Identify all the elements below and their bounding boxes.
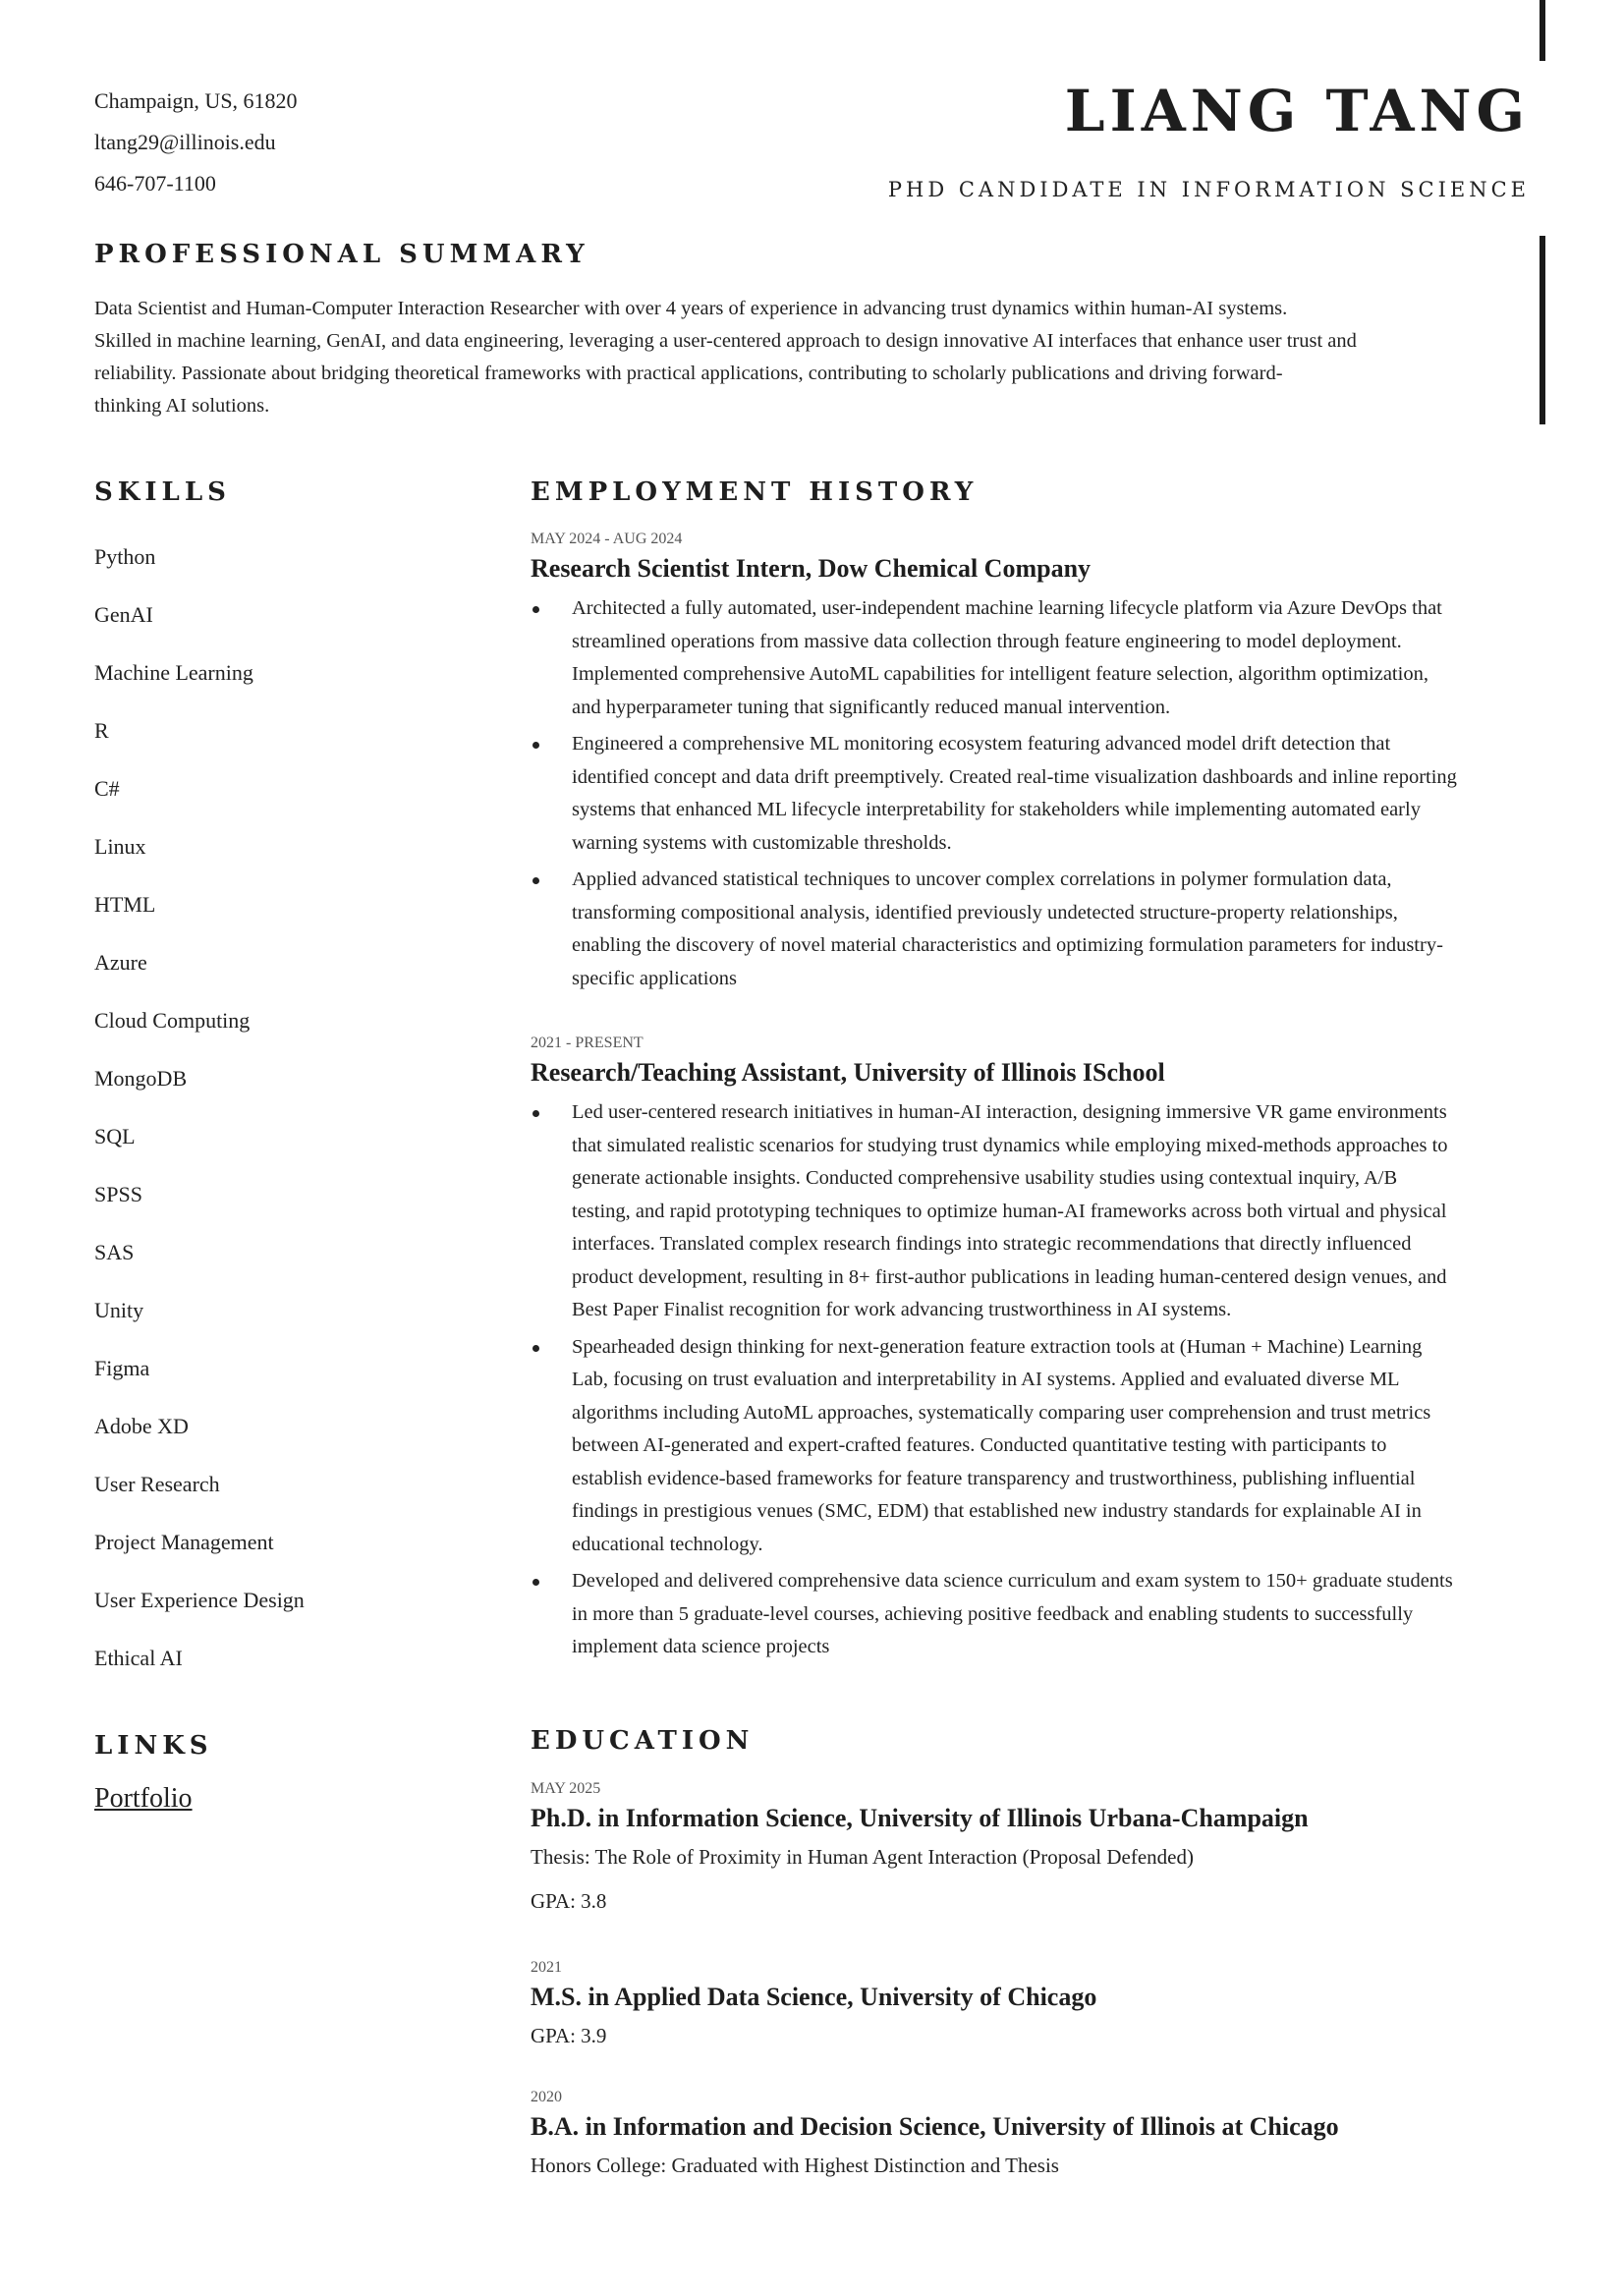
- summary-line: reliability. Passionate about bridging theoretical frameworks with practical applications, contributing to scholarly publications and driving forward-: [94, 363, 1283, 384]
- skill-item: Unity: [94, 1298, 144, 1322]
- bullet-line: generate actionable insights. Conducted comprehensive usability studies using contextual inquiry, A/B: [572, 1167, 1398, 1189]
- bullet-line: Applied advanced statistical techniques to uncover complex correlations in polymer formulation data,: [572, 868, 1392, 890]
- education-date: MAY 2025: [531, 1780, 601, 1797]
- job-bullet: [531, 1565, 1533, 1664]
- employment-heading: EMPLOYMENT HISTORY: [531, 477, 979, 507]
- bullet-line: interfaces. Translated complex research findings into strategic recommendations that directly influenced: [572, 1233, 1412, 1255]
- bullet-line: findings in prestigious venues (SMC, EDM) that established new industry standards for explainable AI in: [572, 1500, 1422, 1522]
- skill-item: MongoDB: [94, 1066, 188, 1091]
- bullet-line: algorithms including AutoML approaches, systematically comparing user comprehension and trust metrics: [572, 1401, 1431, 1424]
- candidate-title: PHD CANDIDATE IN INFORMATION SCIENCE: [887, 178, 1530, 201]
- bullet-line: and hyperparameter tuning that significantly reduced manual intervention.: [572, 696, 1171, 718]
- bullet-line: testing, and rapid prototyping techniques to optimize human-AI frameworks across both virtual and physical: [572, 1200, 1447, 1222]
- bullet-line: transforming compositional analysis, identified previously undetected structure-property relationships,: [572, 901, 1398, 924]
- skill-item: User Research: [94, 1472, 220, 1496]
- bullet-line: in more than 5 graduate-level courses, achieving positive feedback and enabling students to successfully: [572, 1602, 1414, 1625]
- bullet-line: that simulated realistic scenarios for studying trust dynamics while employing mixed-methods approaches to: [572, 1134, 1448, 1156]
- skill-item: Machine Learning: [94, 660, 253, 685]
- skills-heading: SKILLS: [94, 477, 231, 507]
- job-bullet: [531, 728, 1533, 860]
- skill-item: Project Management: [94, 1530, 274, 1554]
- job-entry: [531, 1035, 1533, 1664]
- education-thesis: Thesis: The Role of Proximity in Human Agent Interaction (Proposal Defended): [531, 1845, 1194, 1869]
- skill-item: SQL: [94, 1124, 136, 1148]
- education-date: 2020: [531, 2089, 562, 2105]
- bullet-line: Architected a fully automated, user-independent machine learning lifecycle platform via Azure DevOps that: [572, 597, 1442, 619]
- skill-item: SAS: [94, 1240, 135, 1264]
- job-bullet: [531, 1331, 1533, 1562]
- education-entry: [531, 1780, 1533, 1914]
- contact-location: Champaign, US, 61820: [94, 88, 298, 113]
- bullet-line: Engineered a comprehensive ML monitoring ecosystem featuring advanced model drift detection that: [572, 733, 1391, 755]
- skill-item: Figma: [94, 1356, 150, 1380]
- bullet-line: identified concept and data drift preemptively. Created real-time visualization dashboards and inline reporting: [572, 765, 1457, 788]
- job-entry: [531, 531, 1533, 995]
- job-title: Research/Teaching Assistant, University of Illinois ISchool: [531, 1058, 1165, 1087]
- bullet-line: systems that enhanced ML lifecycle interpretability for stakeholders while implementing automated early: [572, 799, 1421, 820]
- portfolio-link[interactable]: Portfolio: [94, 1783, 193, 1814]
- skill-item: HTML: [94, 892, 156, 917]
- education-gpa: GPA: 3.9: [531, 2024, 607, 2047]
- summary-text: [94, 293, 1470, 422]
- summary-heading: PROFESSIONAL SUMMARY: [94, 240, 589, 269]
- education-degree: B.A. in Information and Decision Science, University of Illinois at Chicago: [531, 2112, 1339, 2141]
- job-date: 2021 - PRESENT: [531, 1035, 644, 1051]
- bullet-line: enabling the discovery of novel material characteristics and optimizing formulation parameters for industry-: [572, 934, 1443, 956]
- contact-phone: 646-707-1100: [94, 171, 216, 196]
- decorative-bar-top: [1540, 0, 1545, 61]
- summary-line: Skilled in machine learning, GenAI, and data engineering, leveraging a user-centered approach to design innovative AI interfaces that enhance user trust and: [94, 330, 1357, 352]
- skill-item: Azure: [94, 950, 147, 975]
- links-heading: LINKS: [94, 1731, 213, 1761]
- skill-item: Python: [94, 544, 156, 569]
- skill-item: Cloud Computing: [94, 1008, 251, 1033]
- job-title: Research Scientist Intern, Dow Chemical Company: [531, 554, 1092, 583]
- skill-item: C#: [94, 776, 120, 801]
- skill-item: R: [94, 718, 109, 743]
- skill-item: User Experience Design: [94, 1588, 305, 1612]
- summary-line: thinking AI solutions.: [94, 395, 270, 417]
- bullet-line: Lab, focusing on trust evaluation and interpretability in AI systems. Applied and evaluated diverse ML: [572, 1369, 1400, 1390]
- bullet-line: implement data science projects: [572, 1636, 830, 1657]
- education-entry: [531, 1959, 1533, 2048]
- bullet-line: warning systems with customizable thresholds.: [572, 831, 952, 854]
- education-entry: [531, 2089, 1533, 2178]
- job-bullet: [531, 592, 1533, 724]
- summary-line: Data Scientist and Human-Computer Interaction Researcher with over 4 years of experience in advancing trust dynamics within human-AI systems.: [94, 298, 1288, 319]
- education-note: Honors College: Graduated with Highest Distinction and Thesis: [531, 2154, 1059, 2177]
- decorative-bar-middle: [1540, 236, 1545, 424]
- education-degree: M.S. in Applied Data Science, University of Chicago: [531, 1983, 1097, 2011]
- job-bullet: [531, 864, 1533, 995]
- job-date: MAY 2024 - AUG 2024: [531, 531, 683, 547]
- job-bullets: [531, 592, 1533, 995]
- skill-item: GenAI: [94, 602, 153, 627]
- education-date: 2021: [531, 1959, 562, 1976]
- contact-info: [94, 81, 298, 204]
- skill-item: Ethical AI: [94, 1646, 183, 1670]
- bullet-line: specific applications: [572, 967, 737, 989]
- skill-item: Linux: [94, 834, 146, 859]
- bullet-line: Led user-centered research initiatives in human-AI interaction, designing immersive VR game environments: [572, 1101, 1447, 1123]
- contact-email: ltang29@illinois.edu: [94, 130, 276, 154]
- job-bullet: [531, 1096, 1533, 1327]
- candidate-name: LIANG TANG: [1064, 78, 1530, 144]
- education-degree: Ph.D. in Information Science, University of Illinois Urbana-Champaign: [531, 1804, 1309, 1832]
- skill-item: Adobe XD: [94, 1414, 189, 1438]
- job-bullets: [531, 1096, 1533, 1664]
- bullet-line: product development, resulting in 8+ first-author publications in leading human-centered design venues, and: [572, 1265, 1447, 1288]
- bullet-line: Implemented comprehensive AutoML capabilities for intelligent feature selection, algorithm optimization,: [572, 663, 1428, 685]
- skills-list: [94, 528, 305, 1687]
- bullet-line: educational technology.: [572, 1533, 763, 1555]
- bullet-line: Spearheaded design thinking for next-generation feature extraction tools at (Human + Machine) Learning: [572, 1335, 1423, 1358]
- bullet-line: Developed and delivered comprehensive data science curriculum and exam system to 150+ graduate students: [572, 1570, 1453, 1592]
- education-gpa: GPA: 3.8: [531, 1889, 607, 1913]
- bullet-line: Best Paper Finalist recognition for work advancing trustworthiness in AI systems.: [572, 1299, 1232, 1320]
- bullet-line: establish evidence-based frameworks for feature transparency and trustworthiness, publishing influential: [572, 1467, 1416, 1489]
- education-heading: EDUCATION: [531, 1726, 755, 1756]
- bullet-line: between AI-generated and expert-crafted features. Conducted quantitative testing with participants to: [572, 1434, 1387, 1456]
- skill-item: SPSS: [94, 1182, 142, 1206]
- bullet-line: streamlined operations from massive data collection through feature engineering to model deployment.: [572, 630, 1402, 652]
